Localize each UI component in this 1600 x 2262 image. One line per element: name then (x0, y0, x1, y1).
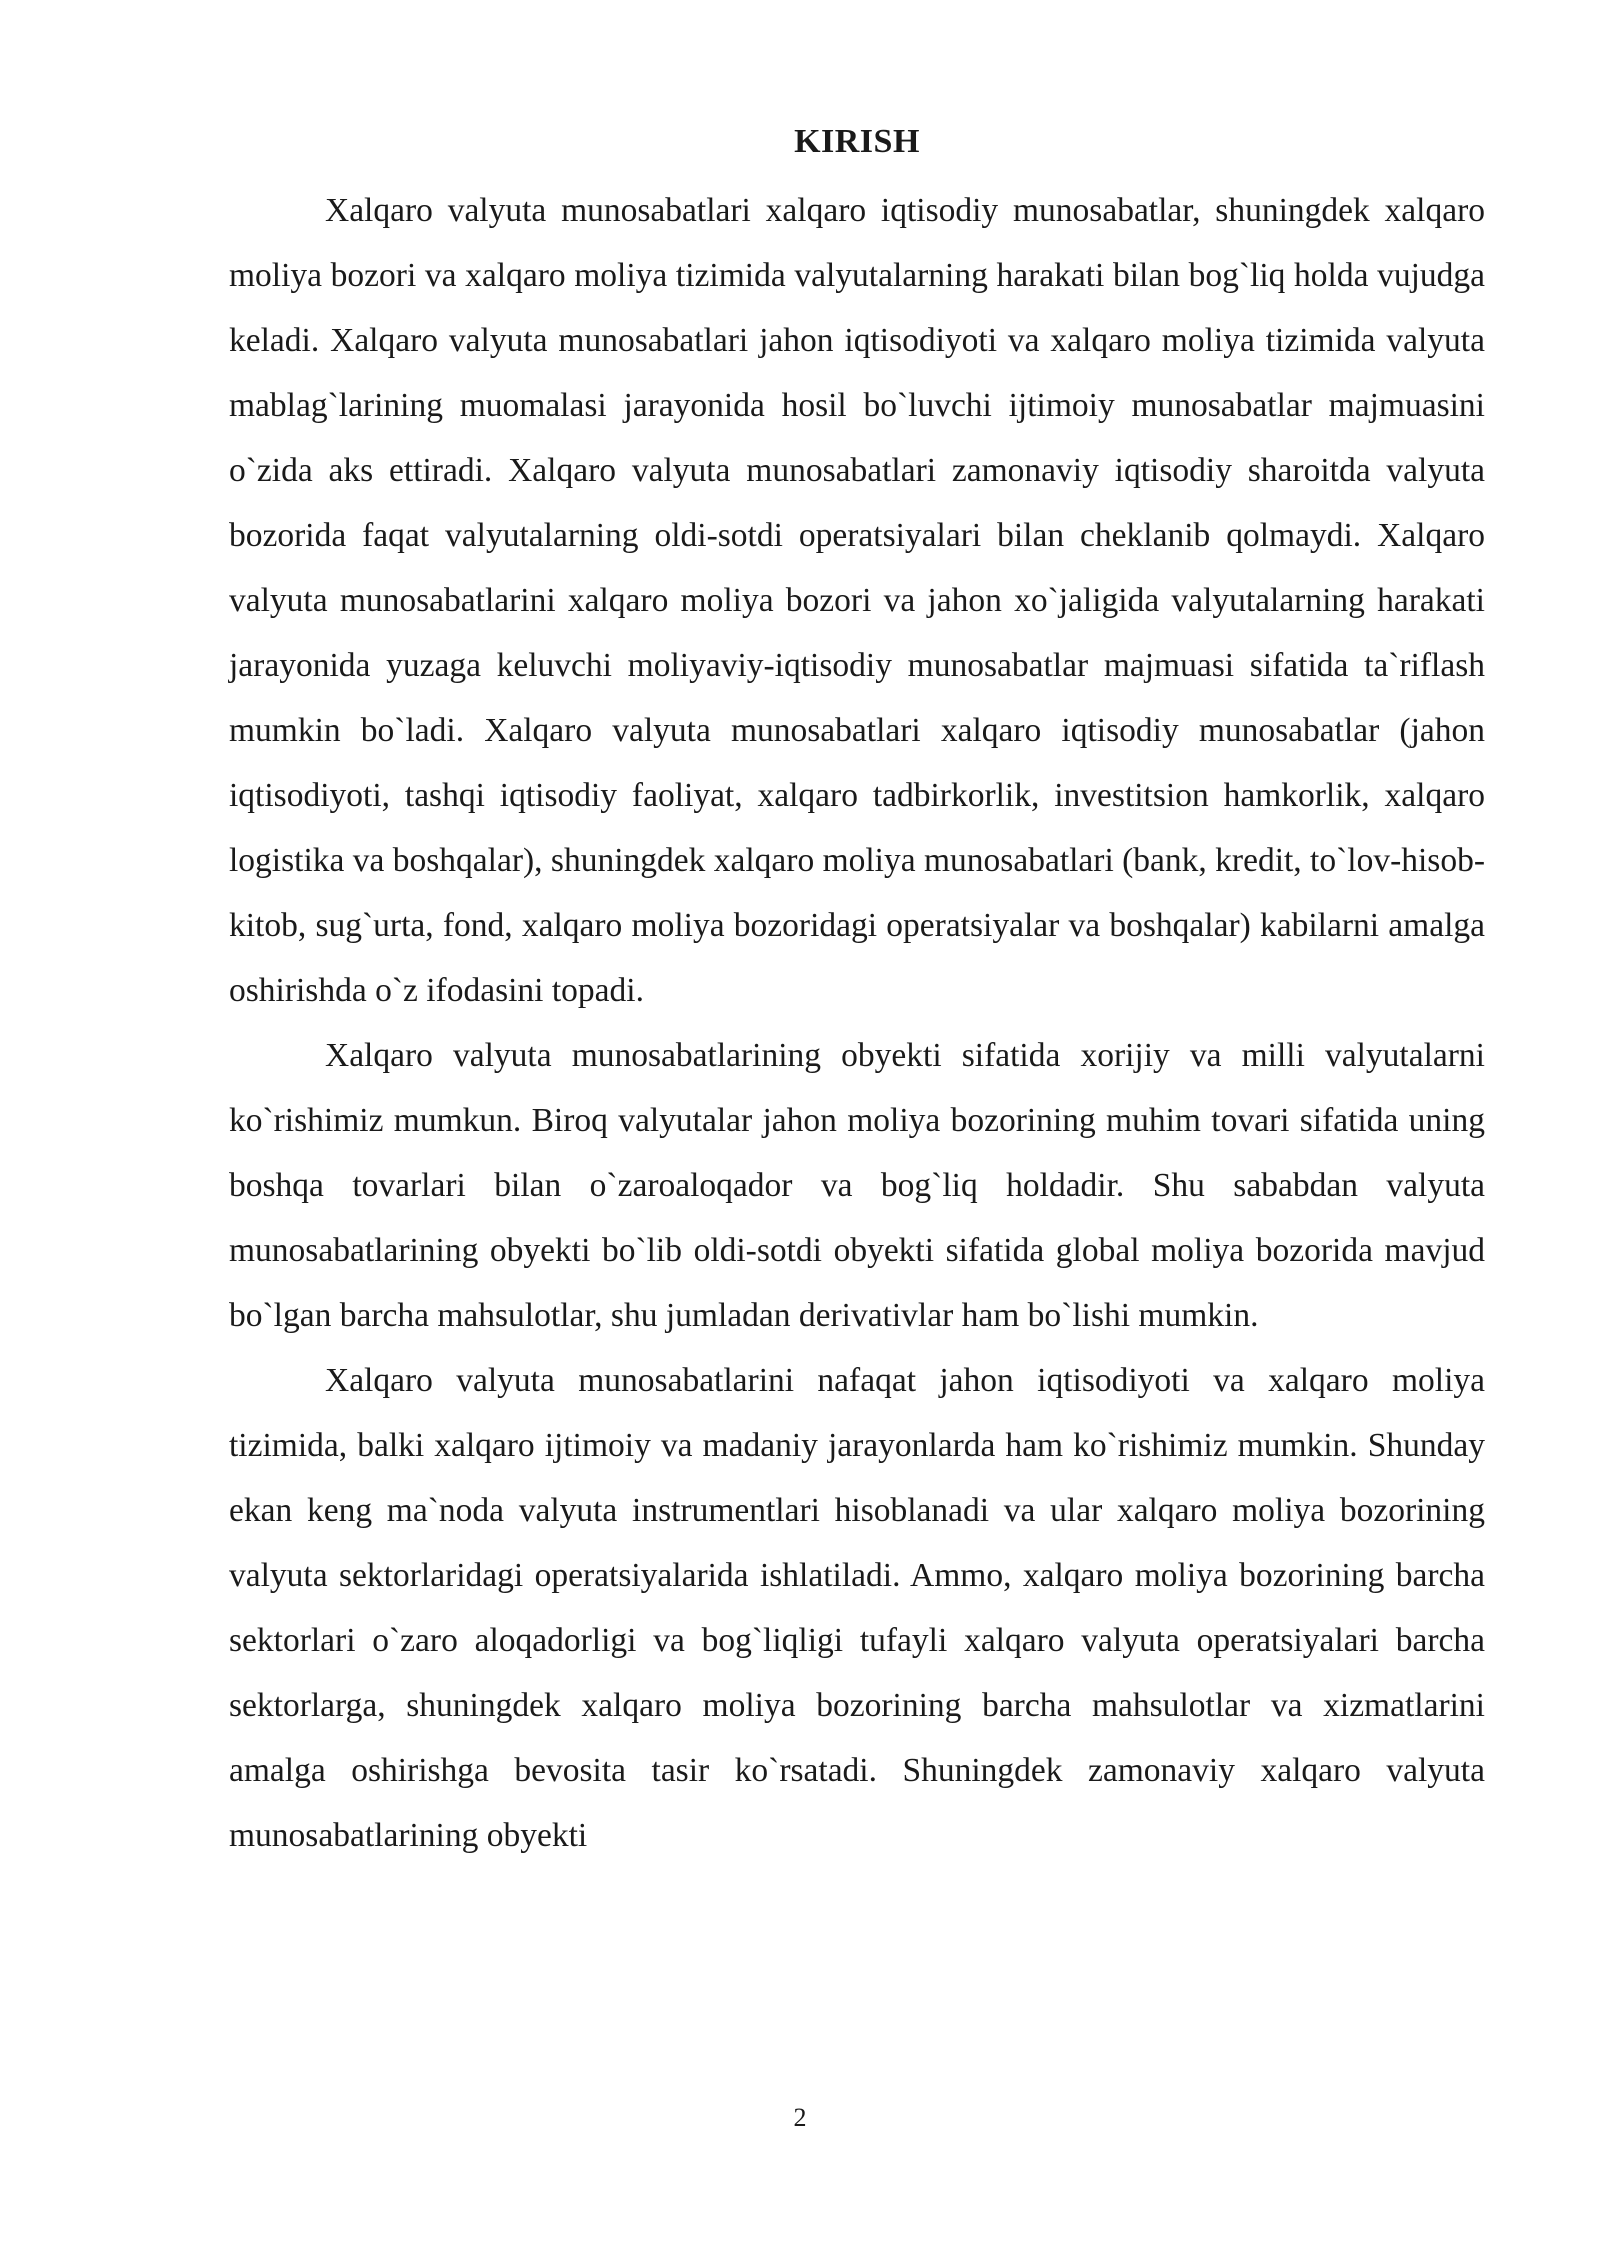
paragraph-1: Xalqaro valyuta munosabatlari xalqaro iqtisodiy munosabatlar, shuningdek xalqaro moliya bozori va xalqaro moliya tizimida valyutalarning harakati bilan bog`liq holda vujudga keladi. Xalqaro valyuta munosabatlari jahon iqtisodiyoti va xalqaro moliya tizimida valyuta mablag`larining muomalasi jarayonida hosil bo`luvchi ijtimoiy munosabatlar majmuasini o`zida aks ettiradi. Xalqaro valyuta munosabatlari zamonaviy iqtisodiy sharoitda valyuta bozorida faqat valyutalarning oldi-sotdi operatsiyalari bilan cheklanib qolmaydi. Xalqaro valyuta munosabatlarini xalqaro moliya bozori va jahon xo`jaligida valyutalarning harakati jarayonida yuzaga keluvchi moliyaviy-iqtisodiy munosabatlar majmuasi sifatida ta`riflash mumkin bo`ladi. Xalqaro valyuta munosabatlari xalqaro iqtisodiy munosabatlar (jahon iqtisodiyoti, tashqi iqtisodiy faoliyat, xalqaro tadbirkorlik, investitsion hamkorlik, xalqaro logistika va boshqalar), shuningdek xalqaro moliya munosabatlari (bank, kredit, to`lov-hisob-kitob, sug`urta, fond, xalqaro moliya bozoridagi operatsiyalar va boshqalar) kabilarni amalga oshirishda o`z ifodasini topadi. (229, 192, 1485, 1009)
page-number: 2 (793, 2103, 807, 2132)
paragraph-3: Xalqaro valyuta munosabatlarini nafaqat jahon iqtisodiyoti va xalqaro moliya tizimida, balki xalqaro ijtimoiy va madaniy jarayonlarda ham ko`rishimiz mumkin. Shunday ekan keng ma`noda valyuta instrumentlari hisoblanadi va ular xalqaro moliya bozorining valyuta sektorlaridagi operatsiyalarida ishlatiladi. Ammo, xalqaro moliya bozorining barcha sektorlari o`zaro aloqadorligi va bog`liqligi tufayli xalqaro valyuta operatsiyalari barcha sektorlarga, shuningdek xalqaro moliya bozorining barcha mahsulotlar va xizmatlarini amalga oshirishga bevosita tasir ko`rsatadi. Shuningdek zamonaviy xalqaro valyuta munosabatlarining obyekti (229, 1362, 1485, 1854)
paragraph-2: Xalqaro valyuta munosabatlarining obyekti sifatida xorijiy va milli valyutalarni ko`rishimiz mumkun. Biroq valyutalar jahon moliya bozorining muhim tovari sifatida uning boshqa tovarlari bilan o`zaroaloqador va bog`liq holdadir. Shu sababdan valyuta munosabatlarining obyekti bo`lib oldi-sotdi obyekti sifatida global moliya bozorida mavjud bo`lgan barcha mahsulotlar, shu jumladan derivativlar ham bo`lishi mumkin. (229, 1037, 1485, 1334)
section-title: KIRISH (794, 123, 920, 160)
page-content (229, 118, 1485, 1868)
